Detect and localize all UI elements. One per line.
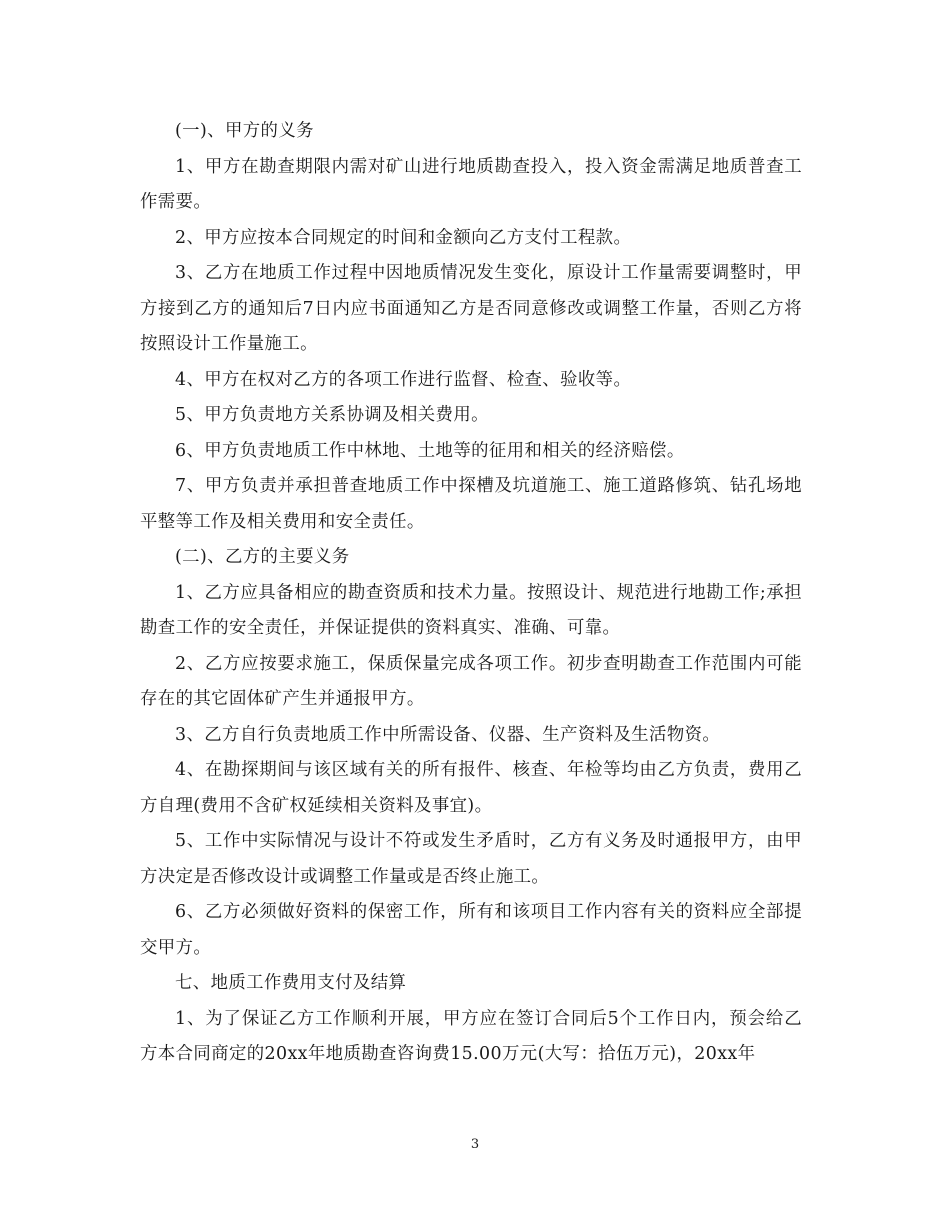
paragraph: 6、甲方负责地质工作中林地、土地等的征用和相关的经济赔偿。 — [175, 440, 685, 461]
paragraph: 1、乙方应具备相应的勘查资质和技术力量。按照设计、规范进行地勘工作;承担勘查工作的安全责任，并保证提供的资料真实、准确、可靠。 — [140, 582, 802, 638]
paragraph: 2、乙方应按要求施工，保质保量完成各项工作。初步查明勘查工作范围内可能存在的其它固体矿产生并通报甲方。 — [140, 653, 802, 709]
section-heading-fee-payment: 七、地质工作费用支付及结算 — [175, 973, 407, 993]
paragraph: 1、甲方在勘查期限内需对矿山进行地质勘查投入，投入资金需满足地质普查工作需要。 — [140, 156, 802, 212]
paragraph: 3、乙方在地质工作过程中因地质情况发生变化，原设计工作量需要调整时，甲方接到乙方的通知后7日内应书面通知乙方是否同意修改或调整工作量，否则乙方将按照设计工作量施工。 — [140, 263, 802, 354]
section-heading-party-a-obligations: (一)、甲方的义务 — [175, 121, 314, 141]
section-heading-party-b-obligations: (二)、乙方的主要义务 — [175, 547, 350, 567]
page-number: 3 — [470, 1137, 480, 1152]
paragraph: 5、工作中实际情况与设计不符或发生矛盾时，乙方有义务及时通报甲方，由甲方决定是否修改设计或调整工作量或是否终止施工。 — [140, 831, 802, 887]
paragraph: 5、甲方负责地方关系协调及相关费用。 — [175, 405, 489, 425]
paragraph: 2、甲方应按本合同规定的时间和金额向乙方支付工程款。 — [175, 227, 632, 248]
paragraph: 3、乙方自行负责地质工作中所需设备、仪器、生产资料及生活物资。 — [175, 724, 721, 745]
document-body — [140, 114, 802, 1073]
paragraph: 1、为了保证乙方工作顺利开展，甲方应在签订合同后5个工作日内，预会给乙方本合同商定的20xx年地质勘查咨询费15.00万元(大写：拾伍万元)，20xx年 — [140, 1008, 802, 1064]
paragraph: 7、甲方负责并承担普查地质工作中探槽及坑道施工、施工道路修筑、钻孔场地平整等工作及相关费用和安全责任。 — [140, 476, 802, 532]
paragraph: 4、在勘探期间与该区域有关的所有报件、核查、年检等均由乙方负责，费用乙方自理(费用不含矿权延续相关资料及事宜)。 — [140, 760, 802, 816]
paragraph: 4、甲方在权对乙方的各项工作进行监督、检查、验收等。 — [175, 369, 632, 390]
paragraph: 6、乙方必须做好资料的保密工作，所有和该项目工作内容有关的资料应全部提交甲方。 — [140, 902, 802, 958]
